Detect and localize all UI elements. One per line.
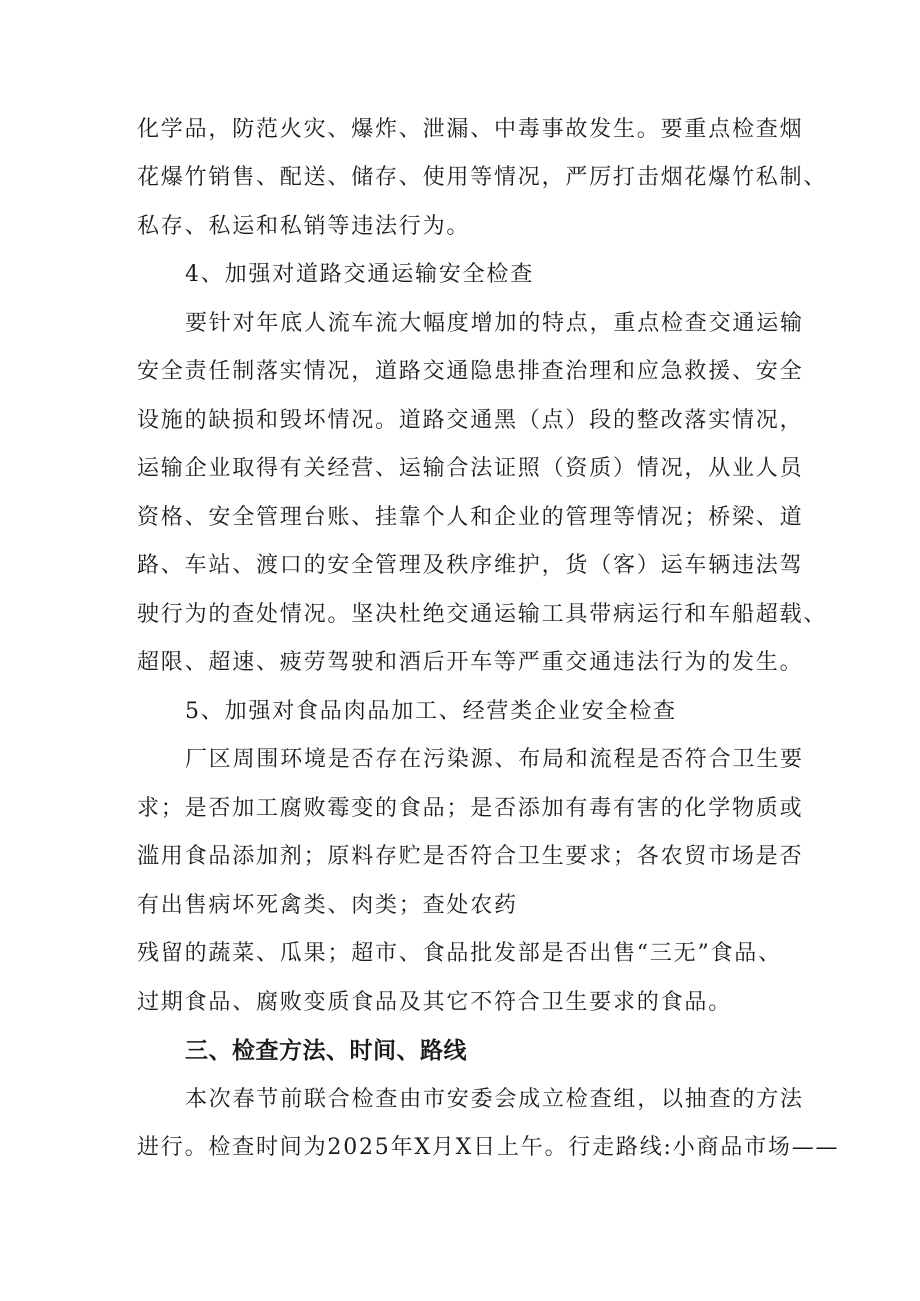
paragraph-line: 求；是否加工腐败霉变的食品；是否添加有毒有害的化学物质或 <box>137 796 804 821</box>
paragraph-line: 设施的缺损和毁坏情况。道路交通黑（点）段的整改落实情况， <box>137 408 804 433</box>
paragraph-line: 驶行为的查处情况。坚决杜绝交通运输工具带病运行和车船超载、 <box>137 602 828 627</box>
paragraph-line: 超限、超速、疲劳驾驶和酒后开车等严重交通违法行为的发生。 <box>137 650 804 675</box>
paragraph-line: 路、车站、渡口的安全管理及秩序维护，货（客）运车辆违法驾 <box>137 553 804 578</box>
paragraph-line: 进行。检查时间为2025年X月X日上午。行走路线:小商品市场—— <box>137 1135 840 1160</box>
paragraph-line: 私存、私运和私销等违法行为。 <box>137 214 471 239</box>
section-subheading: 4、加强对道路交通运输安全检查 <box>185 262 534 287</box>
paragraph-line: 滥用食品添加剂；原料存贮是否符合卫生要求；各农贸市场是否 <box>137 844 804 869</box>
section-heading: 三、检查方法、时间、路线 <box>185 1038 467 1064</box>
paragraph-line: 化学品，防范火灾、爆炸、泄漏、中毒事故发生。要重点检查烟 <box>137 117 804 142</box>
paragraph-line: 运输企业取得有关经营、运输合法证照（资质）情况，从业人员 <box>137 456 804 481</box>
paragraph-line: 有出售病坏死禽类、肉类；查处农药 <box>137 893 518 918</box>
paragraph-line: 花爆竹销售、配送、储存、使用等情况，严厉打击烟花爆竹私制、 <box>137 165 828 190</box>
paragraph-line: 过期食品、腐败变质食品及其它不符合卫生要求的食品。 <box>137 990 733 1015</box>
paragraph-line: 资格、安全管理台账、挂靠个人和企业的管理等情况；桥梁、道 <box>137 505 804 530</box>
section-subheading: 5、加强对食品肉品加工、经营类企业安全检查 <box>185 699 677 724</box>
paragraph-line: 要针对年底人流车流大幅度增加的特点，重点检查交通运输 <box>185 311 804 336</box>
paragraph-line: 残留的蔬菜、瓜果；超市、食品批发部是否出售“三无”食品、 <box>137 941 782 966</box>
paragraph-line: 安全责任制落实情况，道路交通隐患排查治理和应急救援、安全 <box>137 359 804 384</box>
paragraph-line: 本次春节前联合检查由市安委会成立检查组，以抽查的方法 <box>185 1087 804 1112</box>
paragraph-line: 厂区周围环境是否存在污染源、布局和流程是否符合卫生要 <box>185 747 804 772</box>
